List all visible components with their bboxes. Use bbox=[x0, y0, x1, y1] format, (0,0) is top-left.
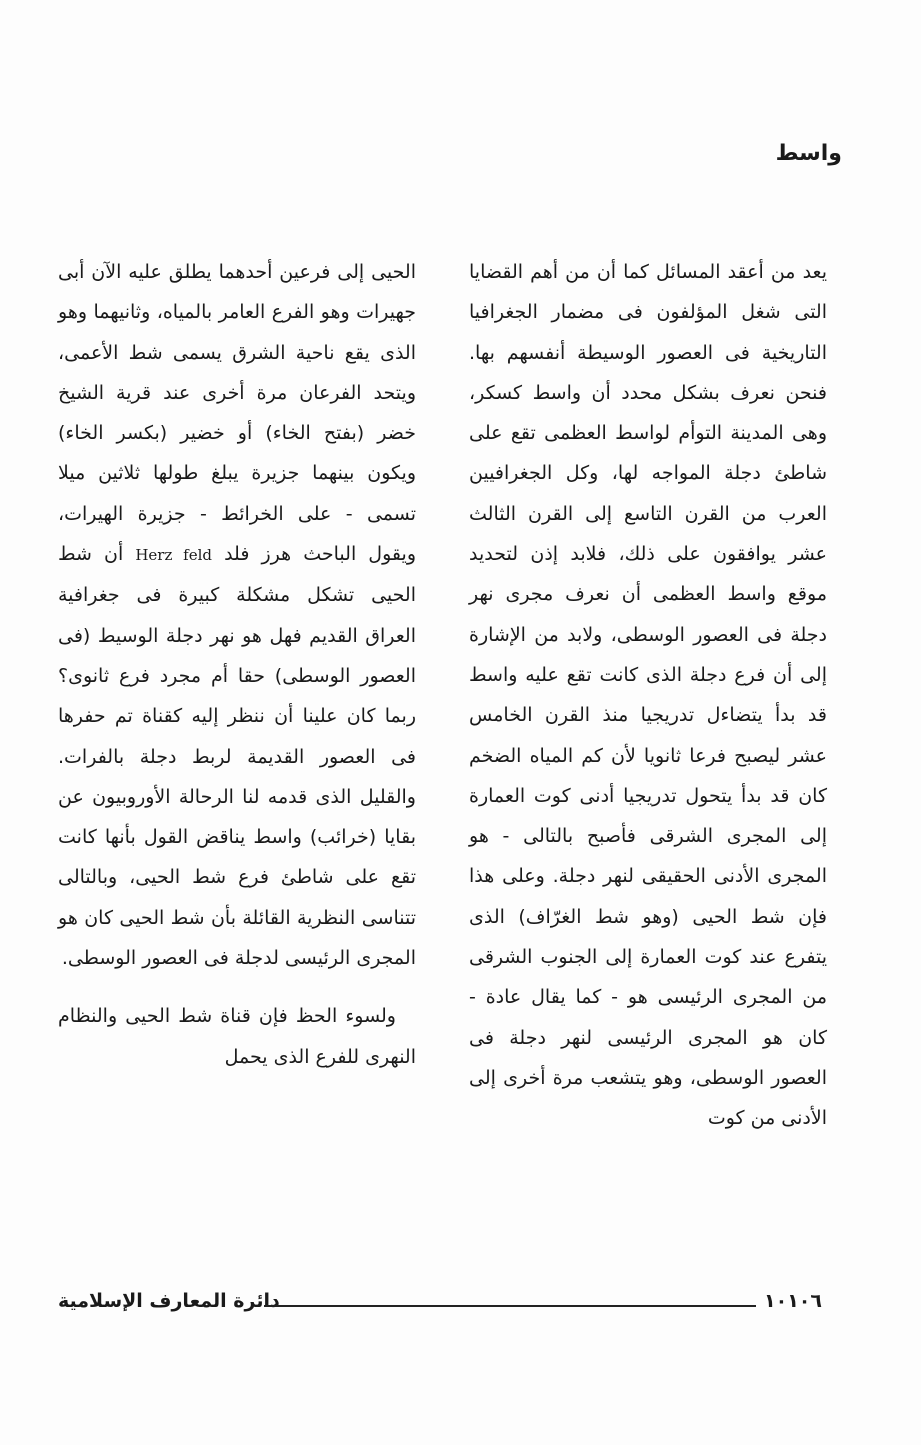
running-header-title: واسط bbox=[775, 141, 842, 166]
body-paragraph-1 bbox=[58, 252, 416, 978]
body-paragraph-2: ولسوء الحظ فإن قناة شط الحيى والنظام النهرى للفرع الذى يحمل bbox=[58, 1005, 416, 1068]
footer-journal-title: دائرة المعارف الإسلامية bbox=[58, 1290, 280, 1312]
page-footer bbox=[24, 1290, 824, 1320]
footer-page-number: ١٠١٠٦ bbox=[764, 1290, 822, 1312]
footer-divider bbox=[264, 1305, 756, 1307]
latin-author-name: Herz feld bbox=[135, 546, 212, 565]
body-paragraph: يعد من أعقد المسائل كما أن من أهم القضايا التى شغل المؤلفون فى مضمار الجغرافيا التاريخية فى العصور الوسيطة أنفسهم بها. فنحن نعرف بشكل محدد أن واسط كسكر، وهى المدينة التوأم لواسط العظمى تقع على شاطئ دجلة المواجه لها، وكل الجغرافيين العرب من القرن التاسع إلى القرن الثالث عشر يوافقون على ذلك، فلابد إذن لتحديد موقع واسط العظمى أن نعرف مجرى نهر دجلة فى العصور الوسطى، ولابد من الإشارة إلى أن فرع دجلة الذى كانت تقع عليه واسط قد بدأ يتضاءل تدريجيا منذ القرن الخامس عشر ليصبح فرعا ثانويا لأن كم المياه الضخم كان قد بدأ يتحول تدريجيا أدنى كوت العمارة إلى المجرى الشرقى فأصبح بالتالى - هو المجرى الأدنى الحقيقى لنهر دجلة. وعلى هذا فإن شط الحيى (وهو شط الغرّاف) الذى يتفرع عند كوت العمارة إلى الجنوب الشرقى من المجرى الرئيسى هو - كما يقال عادة - كان هو المجرى الرئيسى لنهر دجلة فى العصور الوسطى، وهو يتشعب مرة أخرى إلى الأدنى من كوت bbox=[469, 261, 827, 1130]
text-column-right bbox=[469, 252, 827, 1139]
text-column-left bbox=[58, 252, 416, 1077]
body-paragraph-1-text-b: أن شط الحيى تشكل مشكلة كبيرة فى جغرافية العراق القديم فهل هو نهر دجلة الوسيط (فى العصور الوسطى) حقا أم مجرد فرع ثانوى؟ ربما كان علينا أن ننظر إليه كقناة تم حفرها فى العصور القديمة لربط دجلة بالفرات. والقليل الذى قدمه لنا الرحالة الأوروبيون عن بقايا (خرائب) واسط يناقض القول بأنها كانت تقع على شاطئ فرع شط الحيى، وبالتالى تتناسى النظرية القائلة بأن شط الحيى كان هو المجرى الرئيسى لدجلة فى العصور الوسطى. bbox=[58, 543, 416, 970]
body-paragraph-1-text-a: الحيى إلى فرعين أحدهما يطلق عليه الآن أبى جهيرات وهو الفرع العامر بالمياه، وثانيهما وهو الذى يقع ناحية الشرق يسمى شط الأعمى، ويتحد الفرعان مرة أخرى عند قرية الشيخ خضر (بفتح الخاء) أو خضير (بكسر الخاء) ويكون بينهما جزيرة يبلغ طولها ثلاثين ميلا تسمى - على الخرائط - جزيرة الهيرات، ويقول الباحث هرز فلد bbox=[58, 261, 416, 566]
